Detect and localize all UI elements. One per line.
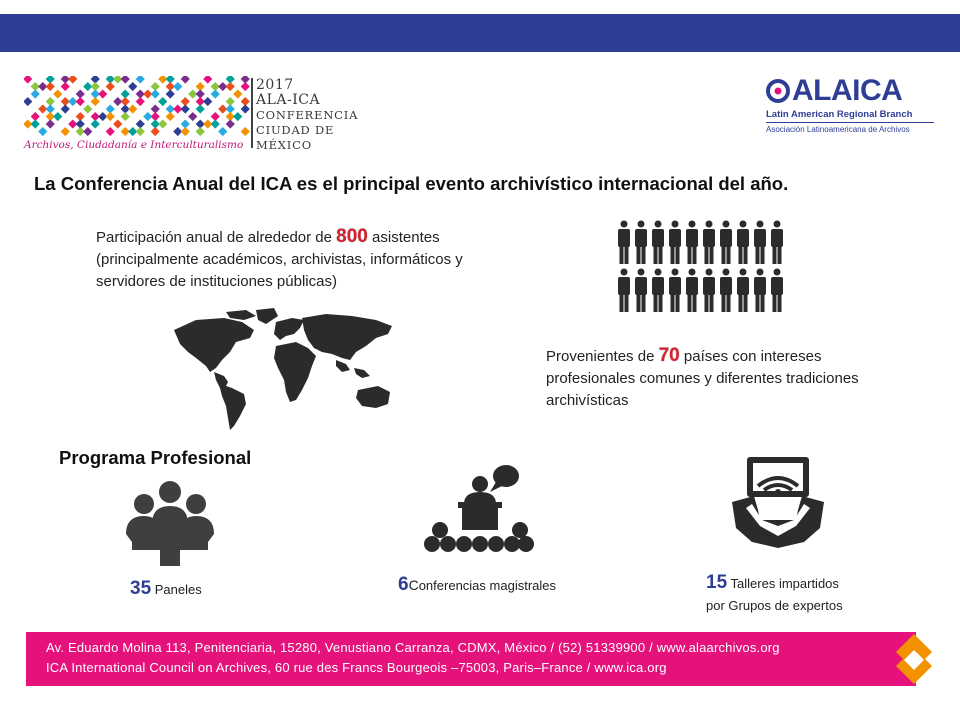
- weave-tile: [91, 97, 100, 106]
- countries-suffix: países con intereses profesionales comunes y diferentes tradiciones archivísticas: [546, 348, 859, 409]
- alaica-tagline: Asociación Latinoamericana de Archivos: [766, 125, 910, 134]
- person-figure-icon: [737, 269, 749, 313]
- weave-tile: [38, 127, 47, 136]
- program-title: Programa Profesional: [59, 447, 252, 468]
- weave-tile: [121, 112, 130, 121]
- person-figure-icon: [669, 269, 681, 313]
- workshops-number: 15: [706, 572, 728, 593]
- weave-tile: [233, 89, 242, 98]
- keynotes-stat: [398, 574, 556, 596]
- weave-tile: [136, 127, 145, 136]
- panels-label: Paneles: [154, 582, 202, 597]
- weave-tile: [61, 104, 70, 113]
- weave-tile: [226, 82, 235, 91]
- person-figure-icon: [720, 221, 732, 265]
- workshops-label-line2: por Grupos de expertos: [706, 598, 843, 613]
- footer-contact: [26, 632, 916, 686]
- weave-tile: [68, 76, 77, 84]
- weave-tile: [53, 112, 62, 121]
- countries-number: 70: [658, 345, 680, 366]
- conference-title: [256, 78, 384, 153]
- weave-tile: [106, 112, 115, 121]
- attendance-suffix: asistentes (principalmente académicos, archivistas, informáticos y servidores de instituciones públicas): [96, 229, 463, 290]
- weave-tile: [241, 82, 250, 91]
- person-figure-icon: [703, 269, 715, 313]
- alaica-logo: [766, 74, 942, 138]
- weave-tile: [24, 97, 32, 106]
- panels-number: 35: [130, 578, 152, 599]
- weave-tile: [128, 82, 137, 91]
- footer-address-ica: ICA International Council on Archives, 60 rue des Francs Bourgeois –75003, Paris–France / www.ica.org: [46, 660, 667, 675]
- weave-tile: [53, 89, 62, 98]
- weave-tile: [218, 127, 227, 136]
- conference-year: 2017: [256, 77, 294, 93]
- weave-tile: [61, 127, 70, 136]
- attendance-text: [96, 226, 536, 293]
- weave-tile: [241, 104, 250, 113]
- weave-tile: [203, 97, 212, 106]
- countries-text: [546, 345, 866, 412]
- person-figure-icon: [618, 269, 630, 313]
- weave-tile: [211, 89, 220, 98]
- weave-tile: [121, 76, 130, 84]
- weave-tile: [136, 76, 145, 84]
- weave-tile: [166, 112, 175, 121]
- weave-tile: [173, 82, 182, 91]
- person-figure-icon: [686, 221, 698, 265]
- person-figure-icon: [754, 269, 766, 313]
- weave-tile: [196, 127, 205, 136]
- weave-tile: [211, 119, 220, 128]
- weave-tile: [241, 127, 250, 136]
- conference-logo: [24, 76, 384, 156]
- conference-word: CONFERENCIA: [256, 108, 359, 122]
- weave-tile: [158, 76, 167, 84]
- person-figure-icon: [703, 221, 715, 265]
- person-figure-icon: [669, 221, 681, 265]
- alaica-wordmark: ALAICA: [792, 74, 903, 107]
- footer-address-alaica: Av. Eduardo Molina 113, Penitenciaria, 15280, Venustiano Carranza, CDMX, México / (52) 51339900 / www.alaarchivos.org: [46, 640, 780, 655]
- keynotes-number: 6: [398, 574, 409, 595]
- weave-tile: [151, 127, 160, 136]
- panel-group-icon: [124, 480, 216, 568]
- weave-tile: [46, 119, 55, 128]
- weave-tile: [196, 104, 205, 113]
- person-figure-icon: [720, 269, 732, 313]
- person-figure-icon: [618, 221, 630, 265]
- conference-city: CIUDAD DE MÉXICO: [256, 123, 335, 152]
- person-figure-icon: [686, 269, 698, 313]
- speaker-audience-icon: [424, 462, 534, 554]
- weave-tile: [31, 119, 40, 128]
- weave-tile: [83, 127, 92, 136]
- conference-slogan: Archivos, Ciudadanía e Interculturalismo: [24, 139, 244, 151]
- workshops-stat: [706, 572, 839, 594]
- weave-tile: [151, 89, 160, 98]
- workshops-label-line1: Talleres impartidos: [730, 576, 839, 591]
- person-figure-icon: [652, 269, 664, 313]
- weave-tile: [181, 76, 190, 84]
- weave-tile: [226, 119, 235, 128]
- attendance-number: 800: [336, 226, 368, 247]
- person-figure-icon: [635, 221, 647, 265]
- weave-tile: [128, 104, 137, 113]
- weave-tile: [181, 104, 190, 113]
- person-figure-icon: [754, 221, 766, 265]
- corner-arrow-icon: [892, 630, 938, 688]
- world-map-icon: [166, 308, 404, 432]
- person-figure-icon: [771, 221, 783, 265]
- weave-tile: [203, 76, 212, 84]
- logo-divider: [251, 78, 253, 148]
- textile-pattern-icon: [24, 76, 250, 136]
- weave-tile: [83, 104, 92, 113]
- weave-tile: [46, 82, 55, 91]
- alaica-symbol-icon: [766, 78, 790, 104]
- weave-tile: [136, 97, 145, 106]
- person-figure-icon: [635, 269, 647, 313]
- weave-tile: [113, 76, 122, 84]
- weave-tile: [113, 119, 122, 128]
- weave-tile: [76, 97, 85, 106]
- weave-tile: [166, 89, 175, 98]
- alaica-subtitle: Latin American Regional Branch: [766, 109, 913, 120]
- alaica-rule: [766, 122, 934, 123]
- people-crowd-icon: [616, 220, 786, 314]
- top-banner: [0, 14, 960, 52]
- weave-tile: [158, 119, 167, 128]
- weave-tile: [233, 112, 242, 121]
- weave-tile: [24, 76, 32, 84]
- countries-prefix: Provenientes de: [546, 348, 659, 365]
- weave-tile: [106, 127, 115, 136]
- weave-tile: [106, 82, 115, 91]
- weave-tile: [158, 97, 167, 106]
- weave-tile: [31, 89, 40, 98]
- keynotes-label: onferencias magistrales: [418, 578, 556, 593]
- person-figure-icon: [737, 221, 749, 265]
- weave-tile: [181, 127, 190, 136]
- person-figure-icon: [652, 221, 664, 265]
- attendance-prefix: Participación anual de alrededor de: [96, 229, 337, 246]
- conference-name: ALA-ICA: [256, 92, 321, 108]
- weave-tile: [188, 112, 197, 121]
- page-headline: La Conferencia Anual del ICA es el principal evento archivístico internacional del año.: [34, 173, 789, 194]
- weave-tile: [61, 82, 70, 91]
- weave-tile: [91, 119, 100, 128]
- panels-stat: [130, 578, 202, 600]
- weave-tile: [98, 89, 107, 98]
- workshop-screen-icon: [730, 456, 826, 552]
- keynotes-label-initial: C: [408, 577, 419, 593]
- person-figure-icon: [771, 269, 783, 313]
